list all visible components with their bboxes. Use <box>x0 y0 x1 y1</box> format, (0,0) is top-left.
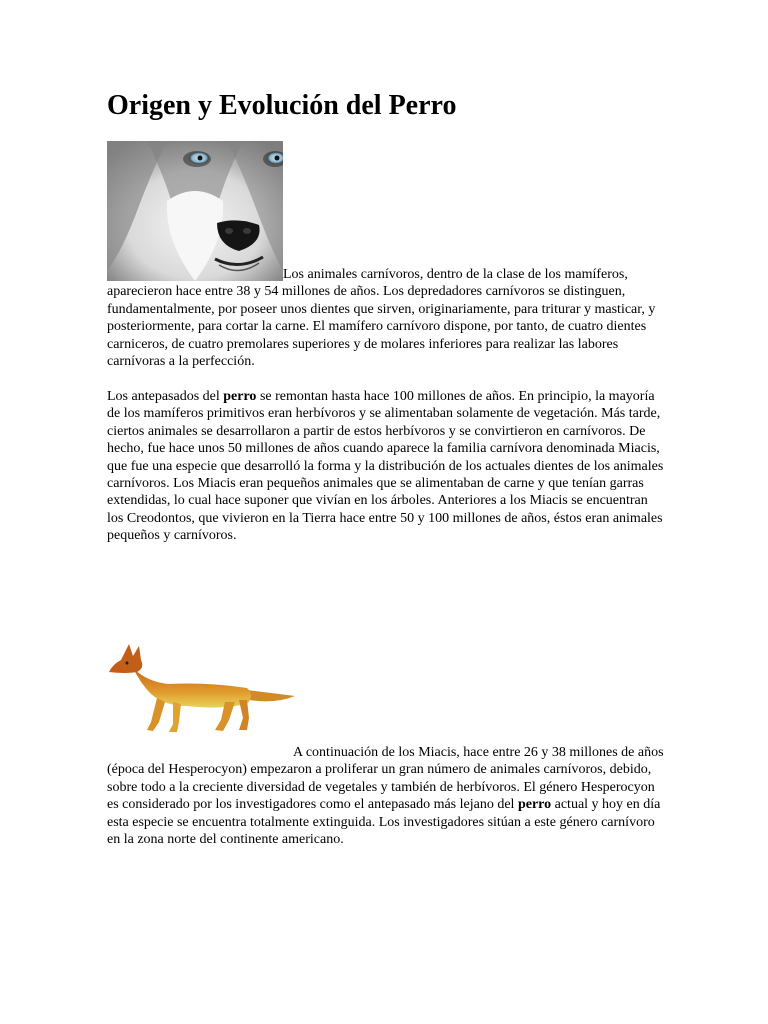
bold-term-perro-2: perro <box>517 797 552 813</box>
paragraph-hesperocyon-end: actual y hoy en día esta especie se encuentra totalmente extinguida. Los investigadores sitúan a este género carnívoro en la zona norte del continente americano. <box>107 797 661 848</box>
paragraph-hesperocyon <box>107 744 667 848</box>
paragraph-ancestors-start: Los antepasados del <box>107 389 224 404</box>
hesperocyon-illustration <box>107 638 297 738</box>
paragraph-ancestors-end: se remontan hasta hace 100 millones de años. En principio, la mayoría de los mamíferos primitivos eran herbívoros y se alimentaban solamente de vegetación. Más tarde, ciertos animales se desarrollaron a partir de estos herbívoros y se convirtieron en carnívoros. De hecho, fue hace unos 50 millones de años cuando aparece la familia carnívora denominada Miacis, que fue una especie que desarrolló la forma y la distribución de los actuales dientes de los animales carnívoros. Los Miacis eran pequeños animales que se alimentaban de carne y que tenían garras extendidas, lo cual hace suponer que vivían en los árboles. Anteriores a los Miacis se encuentran los Creodontos, que vivieron en la Tierra hace entre 50 y 100 millones de años, éstos eran animales pequeños y carnívoros. <box>107 389 664 544</box>
hesperocyon-image <box>107 638 297 738</box>
paragraph-hesperocyon-start: A continuación de los Miacis, hace entre 26 y 38 millones de años (época del Hesperocyon) empezaron a proliferar un gran número de animales carnívoros, debido, sobre todo a la creciente diversidad de vegetales y también de herbívoros. El género Hesperocyon es considerado por los investigadores como el antepasado más lejano del <box>107 745 664 813</box>
wolf-image <box>107 141 283 281</box>
page-title: Origen y Evolución del Perro <box>107 90 457 121</box>
bold-term-perro: perro <box>223 389 257 404</box>
paragraph-ancestors <box>107 388 667 545</box>
paragraph-intro: Los animales carnívoros, dentro de la clase de los mamíferos, aparecieron hace entre 38 y 54 millones de años. Los depredadores carnívoros se distinguen, fundamentalmente, por poseer unos dientes que sirven, originariamente, para triturar y masticar, y posteriormente, para cortar la carne. El mamífero carnívoro dispone, por tanto, de cuatro dientes carniceros, de cuatro premolares superiores y de molares inferiores para realizar las labores carnívoras a la perfección. <box>107 267 656 370</box>
wolf-illustration <box>107 141 283 281</box>
